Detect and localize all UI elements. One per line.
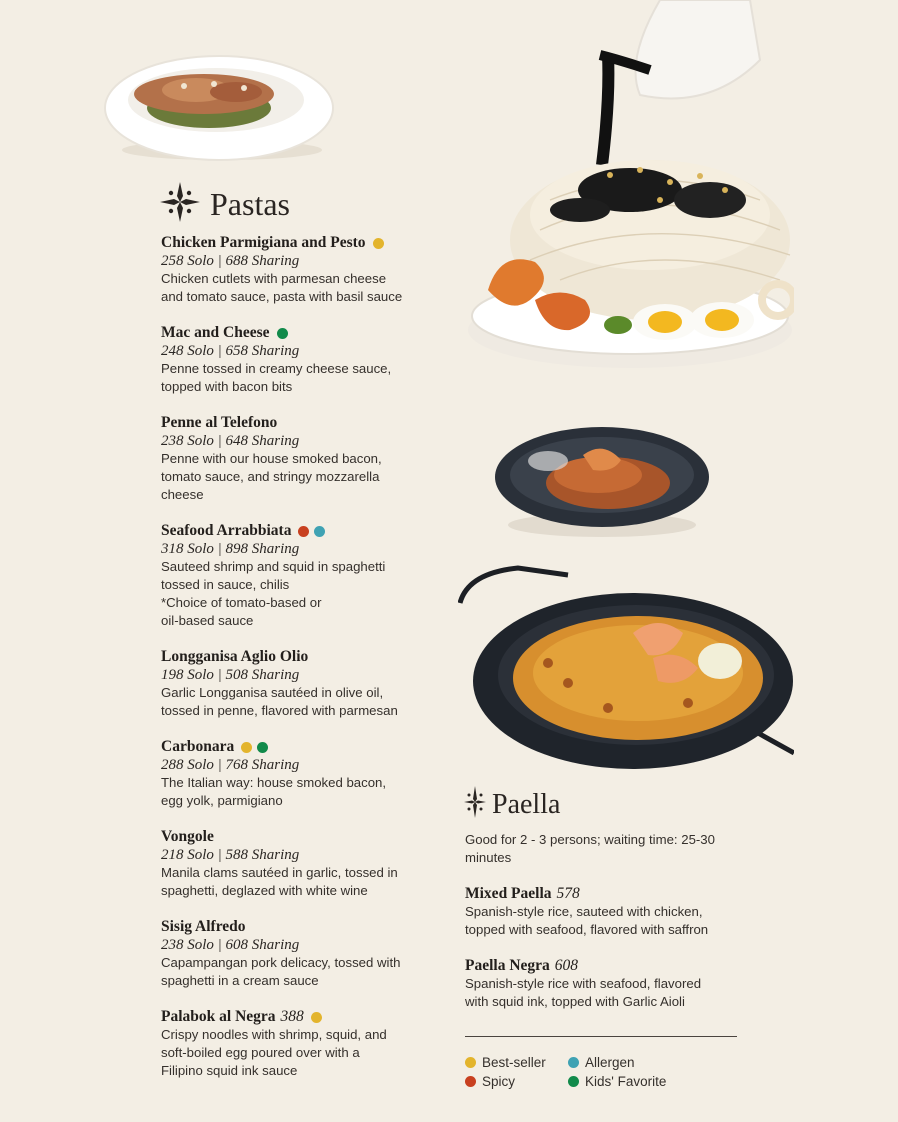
kids-favorite-dot-icon xyxy=(277,328,288,339)
menu-item xyxy=(161,648,451,720)
item-name: Carbonara xyxy=(161,738,235,755)
item-name: Paella Negra xyxy=(465,957,550,974)
legend-kids-favorite xyxy=(568,1074,666,1089)
photo-palabok-al-negra xyxy=(460,0,794,378)
legend xyxy=(465,1055,745,1089)
kids-favorite-dot-icon xyxy=(568,1076,579,1087)
item-price: 238 Solo | 608 Sharing xyxy=(161,937,300,953)
item-price: 198 Solo | 508 Sharing xyxy=(161,667,300,683)
item-description: Capampangan pork delicacy, tossed with spaghetti in a cream sauce xyxy=(161,955,401,988)
menu-item xyxy=(161,234,451,306)
item-name: Mixed Paella xyxy=(465,885,552,902)
best-seller-dot-icon xyxy=(465,1057,476,1068)
paella-title: Paella xyxy=(492,788,561,820)
item-description: Spanish-style rice with seafood, flavored with squid ink, topped with Garlic Aioli xyxy=(465,976,702,1009)
legend-label: Best-seller xyxy=(482,1055,546,1070)
item-name: Mac and Cheese xyxy=(161,324,270,341)
item-price: 238 Solo | 648 Sharing xyxy=(161,433,300,449)
allergen-dot-icon xyxy=(568,1057,579,1068)
legend-allergen xyxy=(568,1055,635,1070)
item-name: Chicken Parmigiana and Pesto xyxy=(161,234,366,251)
item-description: Sauteed shrimp and squid in spaghetti tossed in sauce, chilis *Choice of tomato-based or oil-based sauce xyxy=(161,559,386,628)
item-inline-price: 388 xyxy=(280,1008,304,1025)
menu-item xyxy=(161,828,451,900)
item-price: 318 Solo | 898 Sharing xyxy=(161,541,300,557)
photo-seafood-arrabbiata-bowl xyxy=(493,425,711,540)
item-inline-price: 578 xyxy=(556,885,580,902)
paella-note: Good for 2 - 3 persons; waiting time: 25-30 minutes xyxy=(465,832,715,865)
item-description: The Italian way: house smoked bacon, egg yolk, parmigiano xyxy=(161,775,387,808)
legend-label: Allergen xyxy=(585,1055,635,1070)
paella-menu-list xyxy=(465,831,765,1029)
item-description: Crispy noodles with shrimp, squid, and soft-boiled egg poured over with a Filipino squid ink sauce xyxy=(161,1027,387,1078)
menu-item xyxy=(161,324,451,396)
pastas-menu-list xyxy=(161,234,451,1098)
legend-label: Spicy xyxy=(482,1074,516,1089)
menu-item xyxy=(161,1008,451,1080)
item-description: Penne with our house smoked bacon, tomato sauce, and stringy mozzarella cheese xyxy=(161,451,382,502)
sparkle-ornament-icon xyxy=(464,786,486,823)
legend-divider xyxy=(465,1036,737,1037)
item-price: 288 Solo | 768 Sharing xyxy=(161,757,300,773)
item-description: Chicken cutlets with parmesan cheese and tomato sauce, pasta with basil sauce xyxy=(161,271,403,304)
pastas-title: Pastas xyxy=(210,186,290,222)
item-description: Spanish-style rice, sauteed with chicken, topped with seafood, flavored with saffron xyxy=(465,904,709,937)
item-price: 248 Solo | 658 Sharing xyxy=(161,343,300,359)
kids-favorite-dot-icon xyxy=(257,742,268,753)
legend-best-seller xyxy=(465,1055,568,1070)
menu-item xyxy=(465,957,765,1011)
photo-mixed-paella-pan xyxy=(458,563,794,773)
best-seller-dot-icon xyxy=(241,742,252,753)
legend-spicy xyxy=(465,1074,568,1089)
best-seller-dot-icon xyxy=(311,1012,322,1023)
menu-item xyxy=(465,885,765,939)
menu-item xyxy=(161,918,451,990)
paella-heading xyxy=(464,786,560,823)
item-name: Vongole xyxy=(161,828,214,845)
allergen-dot-icon xyxy=(314,526,325,537)
item-description: Manila clams sautéed in garlic, tossed in spaghetti, deglazed with white wine xyxy=(161,865,398,898)
menu-item xyxy=(161,414,451,504)
menu-item xyxy=(161,738,451,810)
pastas-heading xyxy=(160,182,290,227)
item-name: Sisig Alfredo xyxy=(161,918,246,935)
item-price: 258 Solo | 688 Sharing xyxy=(161,253,300,269)
four-point-ornament-icon xyxy=(160,182,200,227)
item-price: 218 Solo | 588 Sharing xyxy=(161,847,300,863)
item-inline-price: 608 xyxy=(554,957,579,974)
item-description: Garlic Longganisa sautéed in olive oil, tossed in penne, flavored with parmesan xyxy=(161,685,398,718)
photo-chicken-parmigiana-plate xyxy=(104,38,334,166)
item-name: Palabok al Negra xyxy=(161,1008,276,1025)
spicy-dot-icon xyxy=(465,1076,476,1087)
menu-item xyxy=(161,522,451,630)
best-seller-dot-icon xyxy=(373,238,384,249)
item-description: Penne tossed in creamy cheese sauce, topped with bacon bits xyxy=(161,361,392,394)
item-name: Penne al Telefono xyxy=(161,414,278,431)
item-name: Longganisa Aglio Olio xyxy=(161,648,309,665)
spicy-dot-icon xyxy=(298,526,309,537)
item-name: Seafood Arrabbiata xyxy=(161,522,292,539)
legend-label: Kids' Favorite xyxy=(585,1074,667,1089)
